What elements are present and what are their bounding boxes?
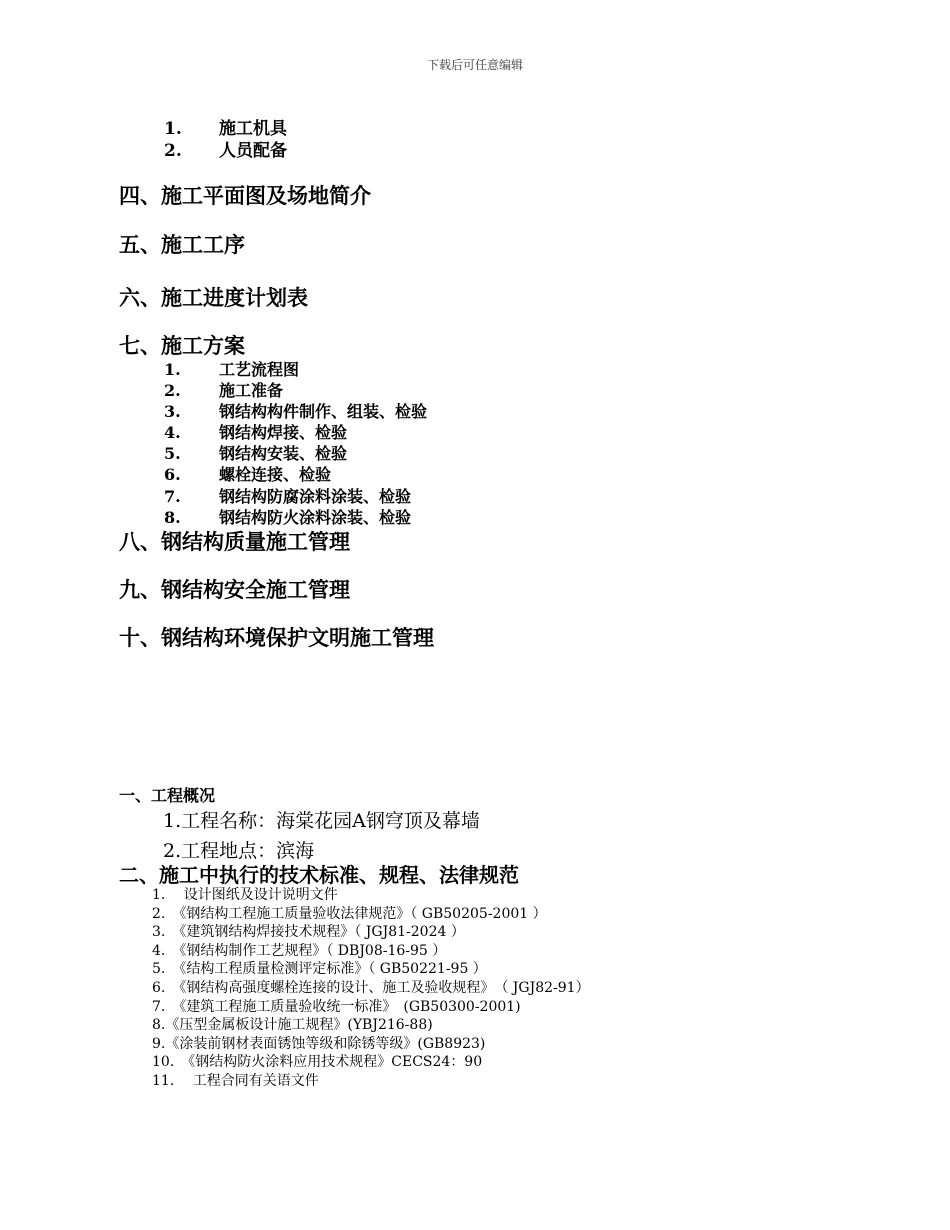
plan-item-label: 钢结构焊接、检验 bbox=[219, 423, 348, 442]
standard-item: 7. 《建筑工程施工质量验收统一标准》 (GB50300-2001) bbox=[152, 999, 521, 1015]
project-location: 2.工程地点：滨海 bbox=[163, 840, 315, 862]
section-heading: 十、钢结构环境保护文明施工管理 bbox=[119, 625, 434, 650]
plan-item-label: 钢结构防火涂料涂装、检验 bbox=[219, 508, 412, 527]
standard-item: 3. 《建筑钢结构焊接技术规程》（ JGJ81-2024 ） bbox=[152, 924, 465, 940]
standards-title: 二、施工中执行的技术标准、规程、法律规范 bbox=[119, 863, 519, 887]
section-heading: 七、施工方案 bbox=[119, 333, 245, 358]
plan-item bbox=[164, 420, 347, 443]
plan-item-label: 工艺流程图 bbox=[219, 360, 300, 379]
plan-item-label: 钢结构构件制作、组装、检验 bbox=[219, 402, 428, 421]
plan-item bbox=[164, 399, 427, 422]
plan-item-number: 4. bbox=[164, 423, 181, 442]
plan-item-number: 1. bbox=[164, 360, 181, 379]
standard-item: 8.《压型金属板设计施工规程》(YBJ216-88) bbox=[152, 1017, 433, 1033]
plan-item bbox=[164, 462, 331, 485]
plan-item bbox=[164, 441, 347, 464]
plan-item-label: 螺栓连接、检验 bbox=[219, 465, 332, 484]
toc-item-label: 人员配备 bbox=[219, 141, 287, 161]
page-header: 下载后可任意编辑 bbox=[426, 58, 523, 72]
section-heading: 六、施工进度计划表 bbox=[119, 285, 308, 310]
standard-item: 10. 《钢结构防火涂料应用技术规程》CECS24：90 bbox=[152, 1054, 483, 1070]
plan-item-number: 5. bbox=[164, 444, 181, 463]
section-heading: 五、施工工序 bbox=[119, 232, 245, 257]
project-name: 1.工程名称：海棠花园A钢穹顶及幕墙 bbox=[163, 810, 480, 832]
overview-title: 一、工程概况 bbox=[119, 786, 216, 805]
plan-item bbox=[164, 357, 299, 380]
toc-item-number: 2. bbox=[164, 141, 182, 161]
plan-item-label: 钢结构安装、检验 bbox=[219, 444, 348, 463]
standard-item: 6. 《钢结构高强度螺栓连接的设计、施工及验收规程》 （ JGJ82-91） bbox=[152, 980, 590, 996]
standard-item: 11. 工程合同有关语文件 bbox=[152, 1073, 319, 1089]
section-heading: 九、钢结构安全施工管理 bbox=[119, 577, 350, 602]
standard-item: 2. 《钢结构工程施工质量验收法律规范》（ GB50205-2001 ） bbox=[152, 906, 547, 922]
toc-item-label: 施工机具 bbox=[219, 119, 287, 139]
plan-item-number: 7. bbox=[164, 487, 181, 506]
section-heading: 四、施工平面图及场地简介 bbox=[119, 183, 371, 208]
section-heading: 八、钢结构质量施工管理 bbox=[119, 529, 350, 554]
plan-item-label: 施工准备 bbox=[219, 381, 284, 400]
plan-item bbox=[164, 378, 283, 401]
standard-item: 9.《涂装前钢材表面锈蚀等级和除锈等级》(GB8923) bbox=[152, 1036, 486, 1052]
standard-item: 4. 《钢结构制作工艺规程》（ DBJ08-16-95 ） bbox=[152, 943, 447, 959]
standard-item: 1. 设计图纸及设计说明文件 bbox=[152, 887, 338, 903]
plan-item-label: 钢结构防腐涂料涂装、检验 bbox=[219, 487, 412, 506]
plan-item bbox=[164, 505, 411, 528]
plan-item-number: 8. bbox=[164, 508, 181, 527]
plan-item-number: 3. bbox=[164, 402, 181, 421]
plan-item bbox=[164, 484, 411, 507]
toc-item bbox=[164, 136, 287, 161]
plan-item-number: 2. bbox=[164, 381, 181, 400]
toc-item-number: 1. bbox=[164, 119, 182, 139]
plan-item-number: 6. bbox=[164, 465, 181, 484]
standard-item: 5. 《结构工程质量检测评定标准》（ GB50221-95 ） bbox=[152, 961, 487, 977]
